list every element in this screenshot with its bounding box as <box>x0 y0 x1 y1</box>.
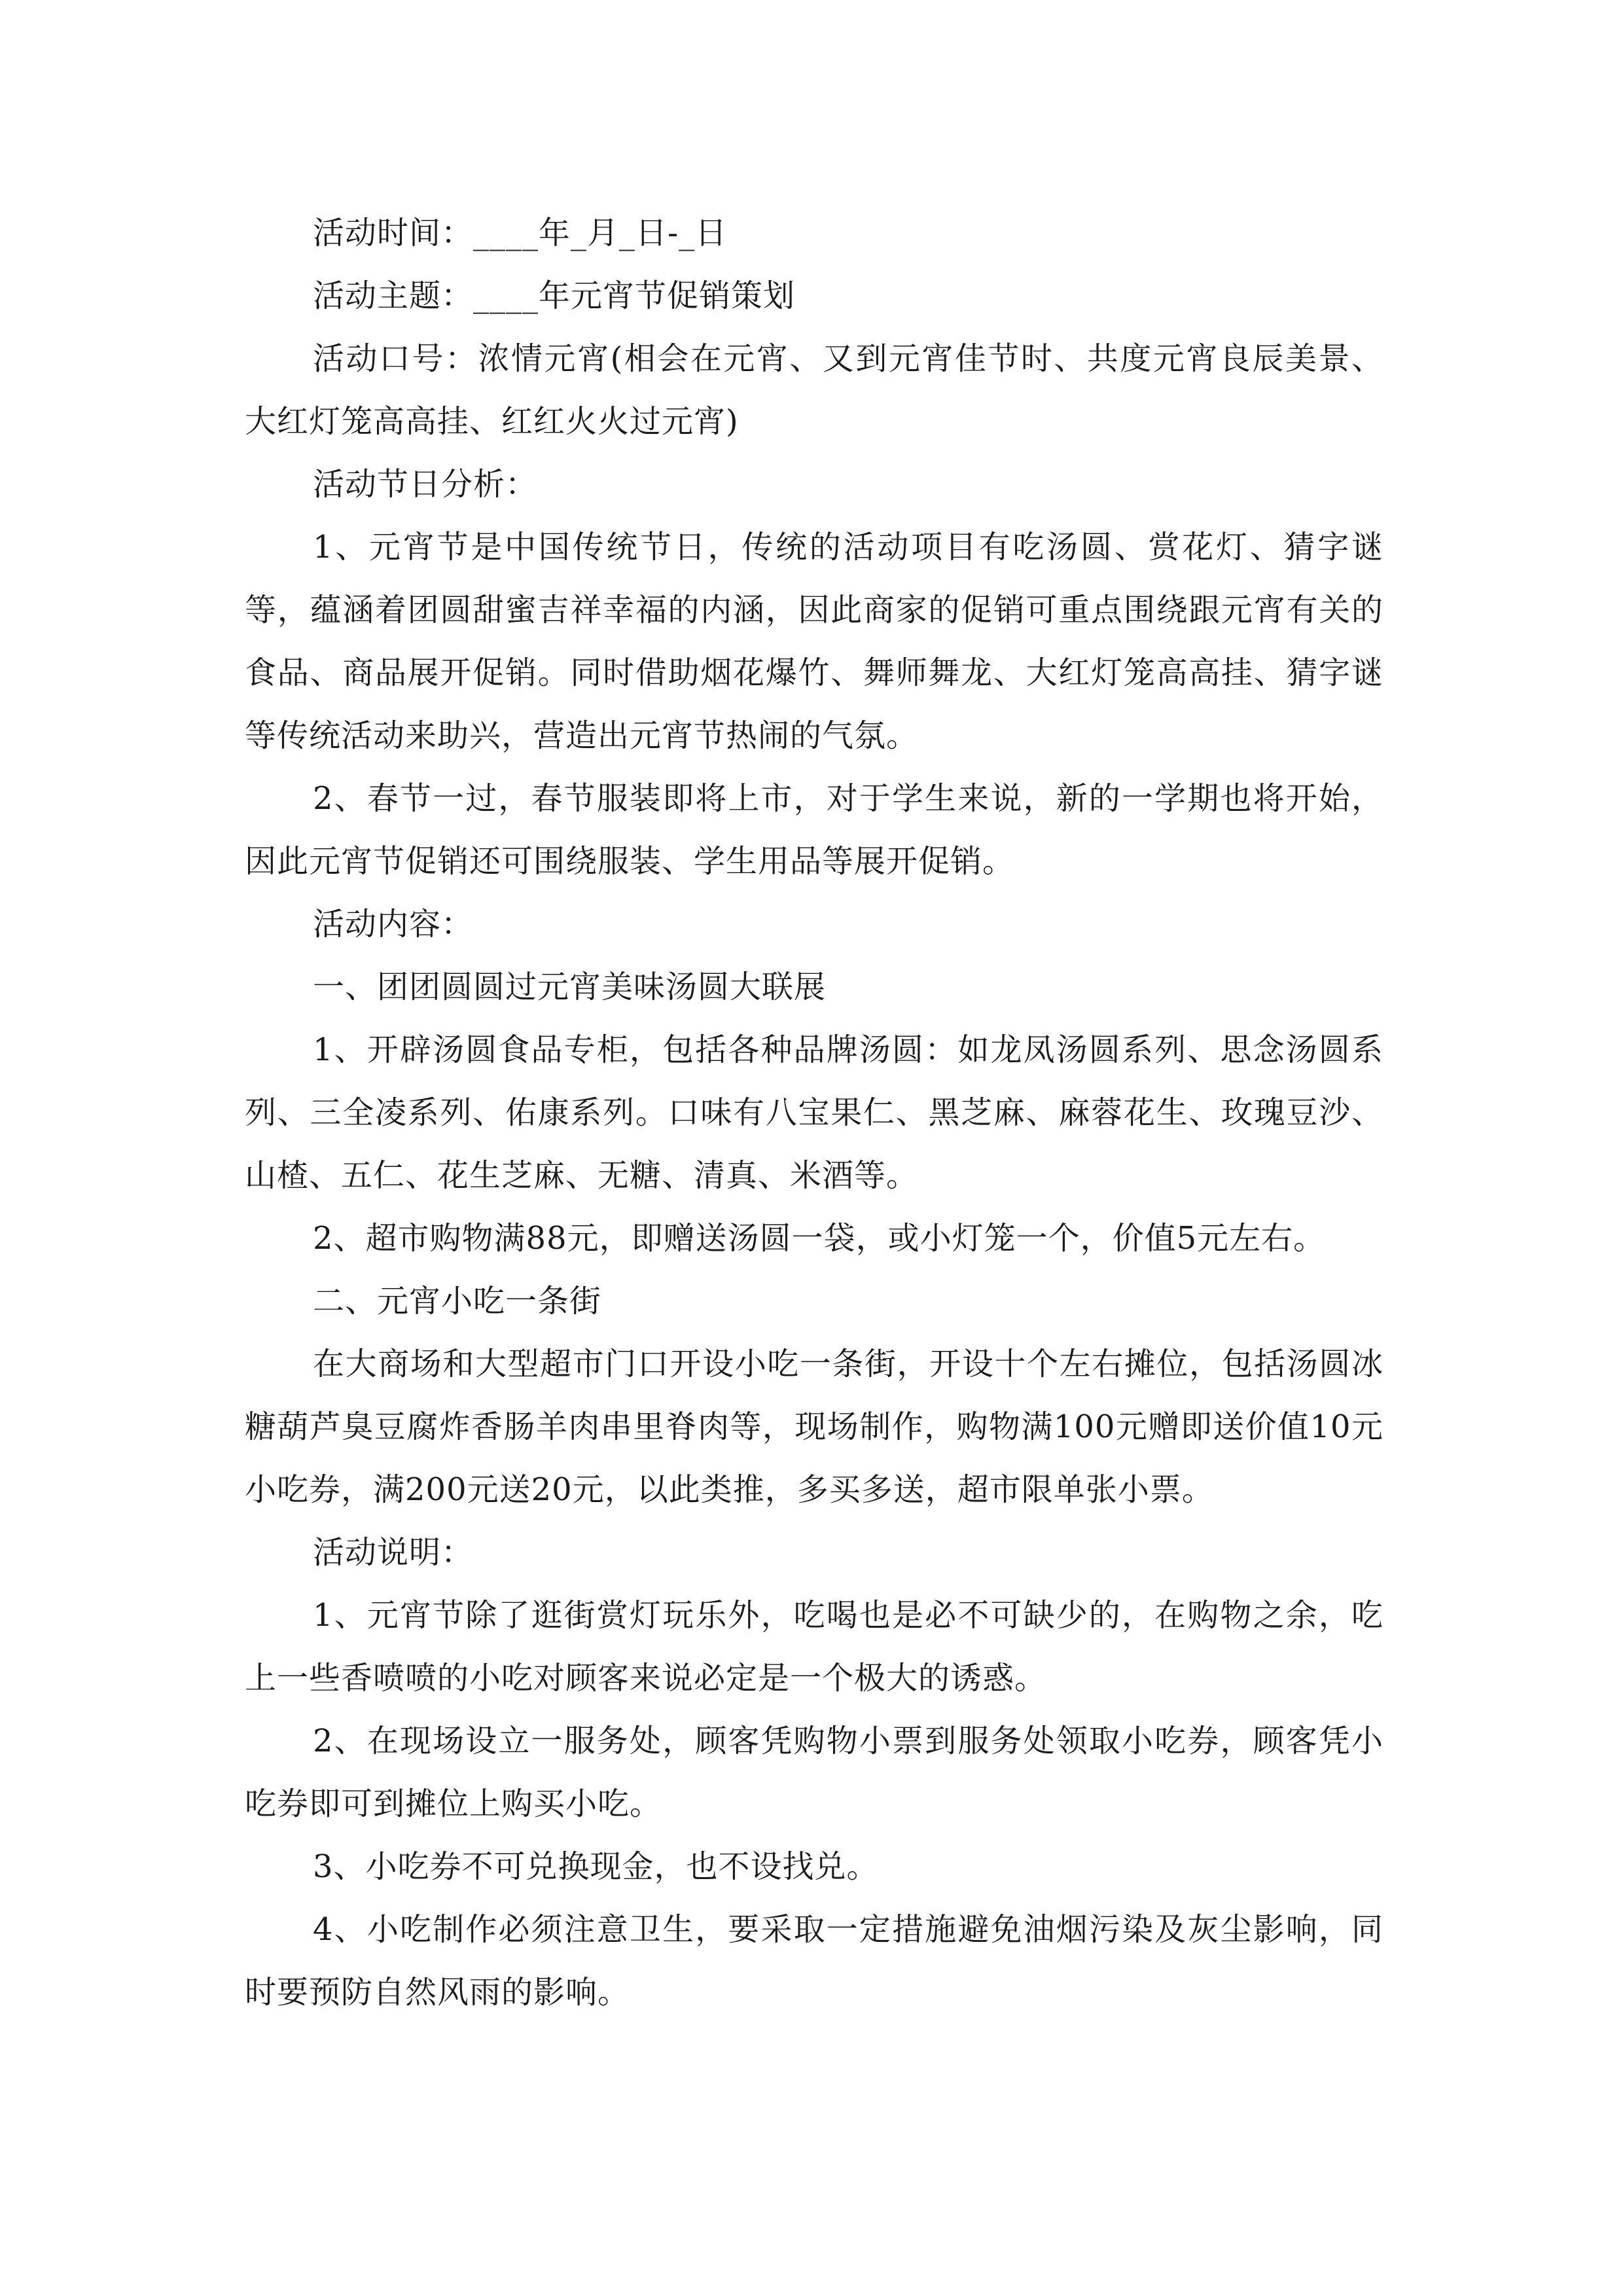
notes-item-1: 1、元宵节除了逛街赏灯玩乐外，吃喝也是必不可缺少的，在购物之余，吃上一些香喷喷的小吃对顾客来说必定是一个极大的诱惑。 <box>245 1597 1383 1696</box>
festival-analysis-heading: 活动节日分析： <box>313 466 538 503</box>
activity-time: 活动时间：____年_月_日-_日 <box>313 215 728 251</box>
section-2-body: 在大商场和大型超市门口开设小吃一条街，开设十个左右摊位，包括汤圆冰糖葫芦臭豆腐炸香肠羊肉串里脊肉等，现场制作，购物满100元赠即送价值10元小吃券，满200元送20元，以此类推，多买多送，超市限单张小票。 <box>245 1346 1383 1508</box>
activity-slogan: 活动口号：浓情元宵(相会在元宵、又到元宵佳节时、共度元宵良辰美景、大红灯笼高高挂、红红火火过元宵) <box>245 340 1383 440</box>
activity-notes-heading: 活动说明： <box>313 1534 474 1571</box>
activity-theme: 活动主题：____年元宵节促销策划 <box>313 278 796 314</box>
notes-item-3: 3、小吃券不可兑换现金，也不设找兑。 <box>313 1848 879 1885</box>
document-body <box>245 202 1383 2024</box>
analysis-point-2: 2、春节一过，春节服装即将上市，对于学生来说，新的一学期也将开始，因此元宵节促销还可围绕服装、学生用品等展开促销。 <box>245 780 1383 880</box>
notes-item-2: 2、在现场设立一服务处，顾客凭购物小票到服务处领取小吃券，顾客凭小吃券即可到摊位上购买小吃。 <box>245 1723 1383 1822</box>
section-1-item-1: 1、开辟汤圆食品专柜，包括各种品牌汤圆：如龙凤汤圆系列、思念汤圆系列、三全凌系列、佑康系列。口味有八宝果仁、黑芝麻、麻蓉花生、玫瑰豆沙、山楂、五仁、花生芝麻、无糖、清真、米酒等。 <box>245 1031 1383 1194</box>
section-2-heading: 二、元宵小吃一条街 <box>313 1283 602 1319</box>
notes-item-4: 4、小吃制作必须注意卫生，要采取一定措施避免油烟污染及灰尘影响，同时要预防自然风雨的影响。 <box>245 1911 1383 2011</box>
section-1-item-2: 2、超市购物满88元，即赠送汤圆一袋，或小灯笼一个，价值5元左右。 <box>313 1220 1326 1257</box>
activity-content-heading: 活动内容： <box>313 906 474 942</box>
analysis-point-1: 1、元宵节是中国传统节日，传统的活动项目有吃汤圆、赏花灯、猜字谜等，蕴涵着团圆甜蜜吉祥幸福的内涵，因此商家的促销可重点围绕跟元宵有关的食品、商品展开促销。同时借助烟花爆竹、舞师舞龙、大红灯笼高高挂、猜字谜等传统活动来助兴，营造出元宵节热闹的气氛。 <box>245 529 1383 754</box>
section-1-heading: 一、团团圆圆过元宵美味汤圆大联展 <box>313 969 827 1005</box>
